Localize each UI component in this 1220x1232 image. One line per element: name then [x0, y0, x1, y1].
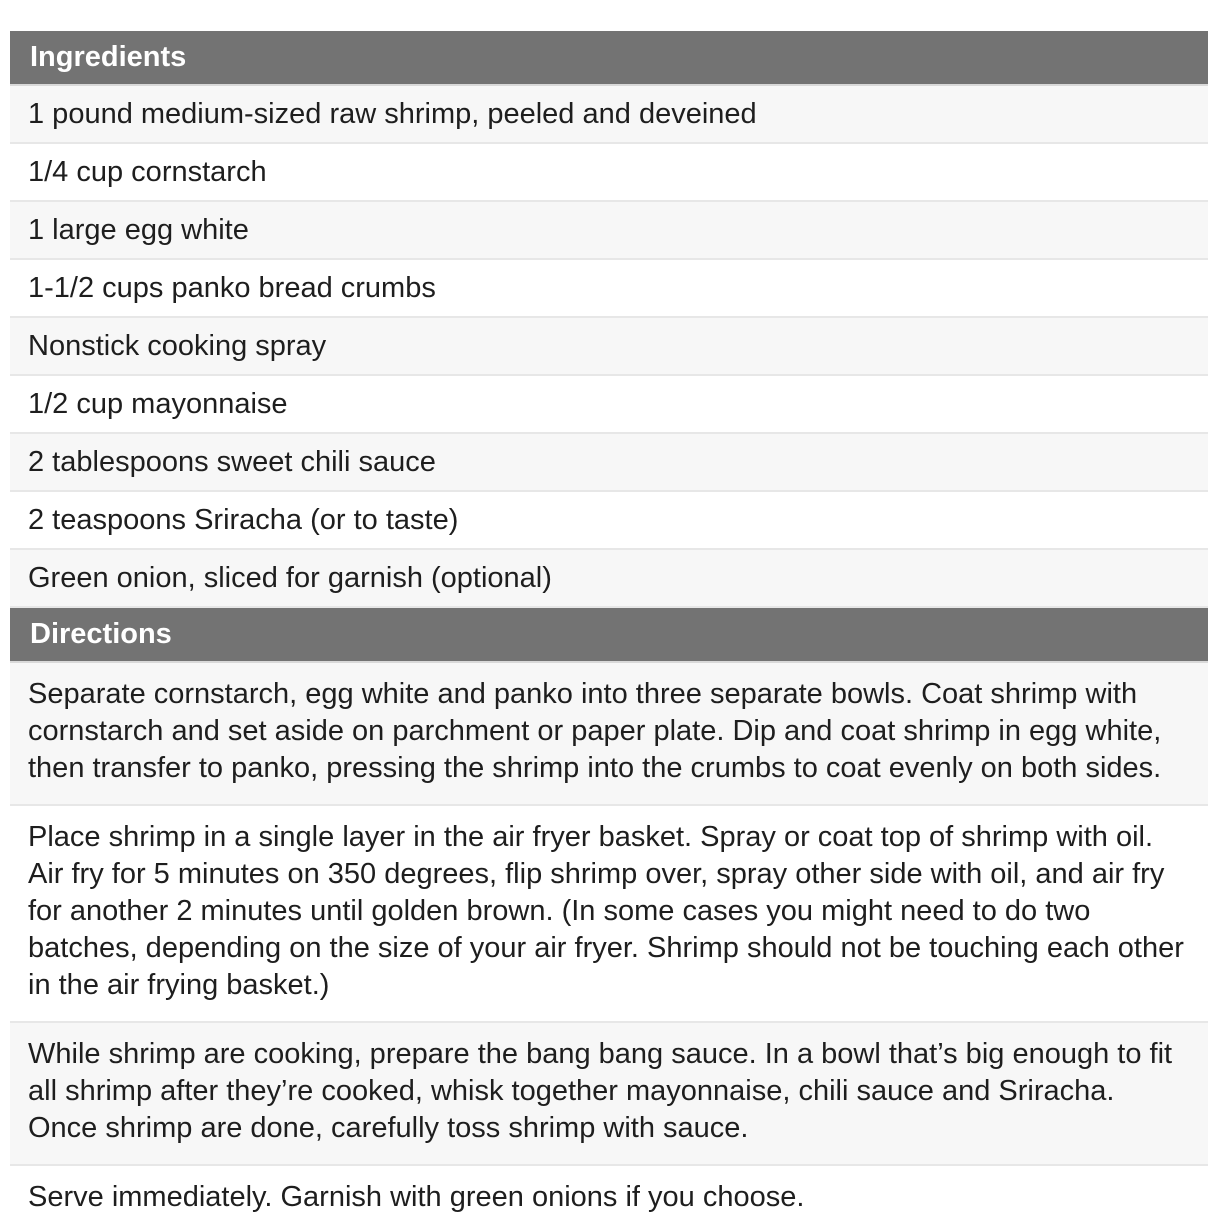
ingredients-section-header: [10, 31, 1208, 86]
ingredient-text: 1/4 cup cornstarch: [28, 155, 267, 188]
ingredient-row: [10, 550, 1208, 608]
ingredient-text: 2 teaspoons Sriracha (or to taste): [28, 503, 459, 536]
direction-text: Serve immediately. Garnish with green onions if you choose.: [28, 1181, 805, 1213]
ingredient-text: 1 large egg white: [28, 213, 249, 246]
direction-step: [10, 1166, 1208, 1232]
ingredient-text: Nonstick cooking spray: [28, 329, 327, 362]
ingredient-row: [10, 86, 1208, 144]
directions-header-label: Directions: [30, 618, 172, 650]
direction-step: [10, 806, 1208, 1023]
ingredient-text: 2 tablespoons sweet chili sauce: [28, 445, 436, 478]
ingredient-row: [10, 144, 1208, 202]
ingredient-row: [10, 434, 1208, 492]
ingredient-text: 1-1/2 cups panko bread crumbs: [28, 271, 436, 304]
ingredient-text: 1 pound medium-sized raw shrimp, peeled and deveined: [28, 97, 757, 130]
ingredient-row: [10, 492, 1208, 550]
ingredient-row: [10, 318, 1208, 376]
direction-text: Place shrimp in a single layer in the air fryer basket. Spray or coat top of shrimp with oil. Air fry for 5 minutes on 350 degrees, flip shrimp over, spray other side with oil, and air fry for another 2 minutes until golden brown. (In some cases you might need to do two batches, depending on the size of your air fryer. Shrimp should not be touching each other in the air frying basket.): [28, 821, 1184, 1001]
recipe-card: [10, 31, 1208, 1232]
ingredients-header-label: Ingredients: [30, 41, 187, 73]
ingredient-text: 1/2 cup mayonnaise: [28, 387, 288, 420]
direction-text: Separate cornstarch, egg white and panko into three separate bowls. Coat shrimp with cornstarch and set aside on parchment or paper plate. Dip and coat shrimp in egg white, then transfer to panko, pressing the shrimp into the crumbs to coat evenly on both sides.: [28, 678, 1162, 784]
direction-text: While shrimp are cooking, prepare the bang bang sauce. In a bowl that’s big enough to fit all shrimp after they’re cooked, whisk together mayonnaise, chili sauce and Sriracha. Once shrimp are done, carefully toss shrimp with sauce.: [28, 1038, 1173, 1144]
ingredient-row: [10, 202, 1208, 260]
ingredient-row: [10, 376, 1208, 434]
directions-section-header: [10, 608, 1208, 663]
direction-step: [10, 1023, 1208, 1166]
ingredient-row: [10, 260, 1208, 318]
direction-step: [10, 663, 1208, 806]
ingredient-text: Green onion, sliced for garnish (optional): [28, 561, 552, 594]
